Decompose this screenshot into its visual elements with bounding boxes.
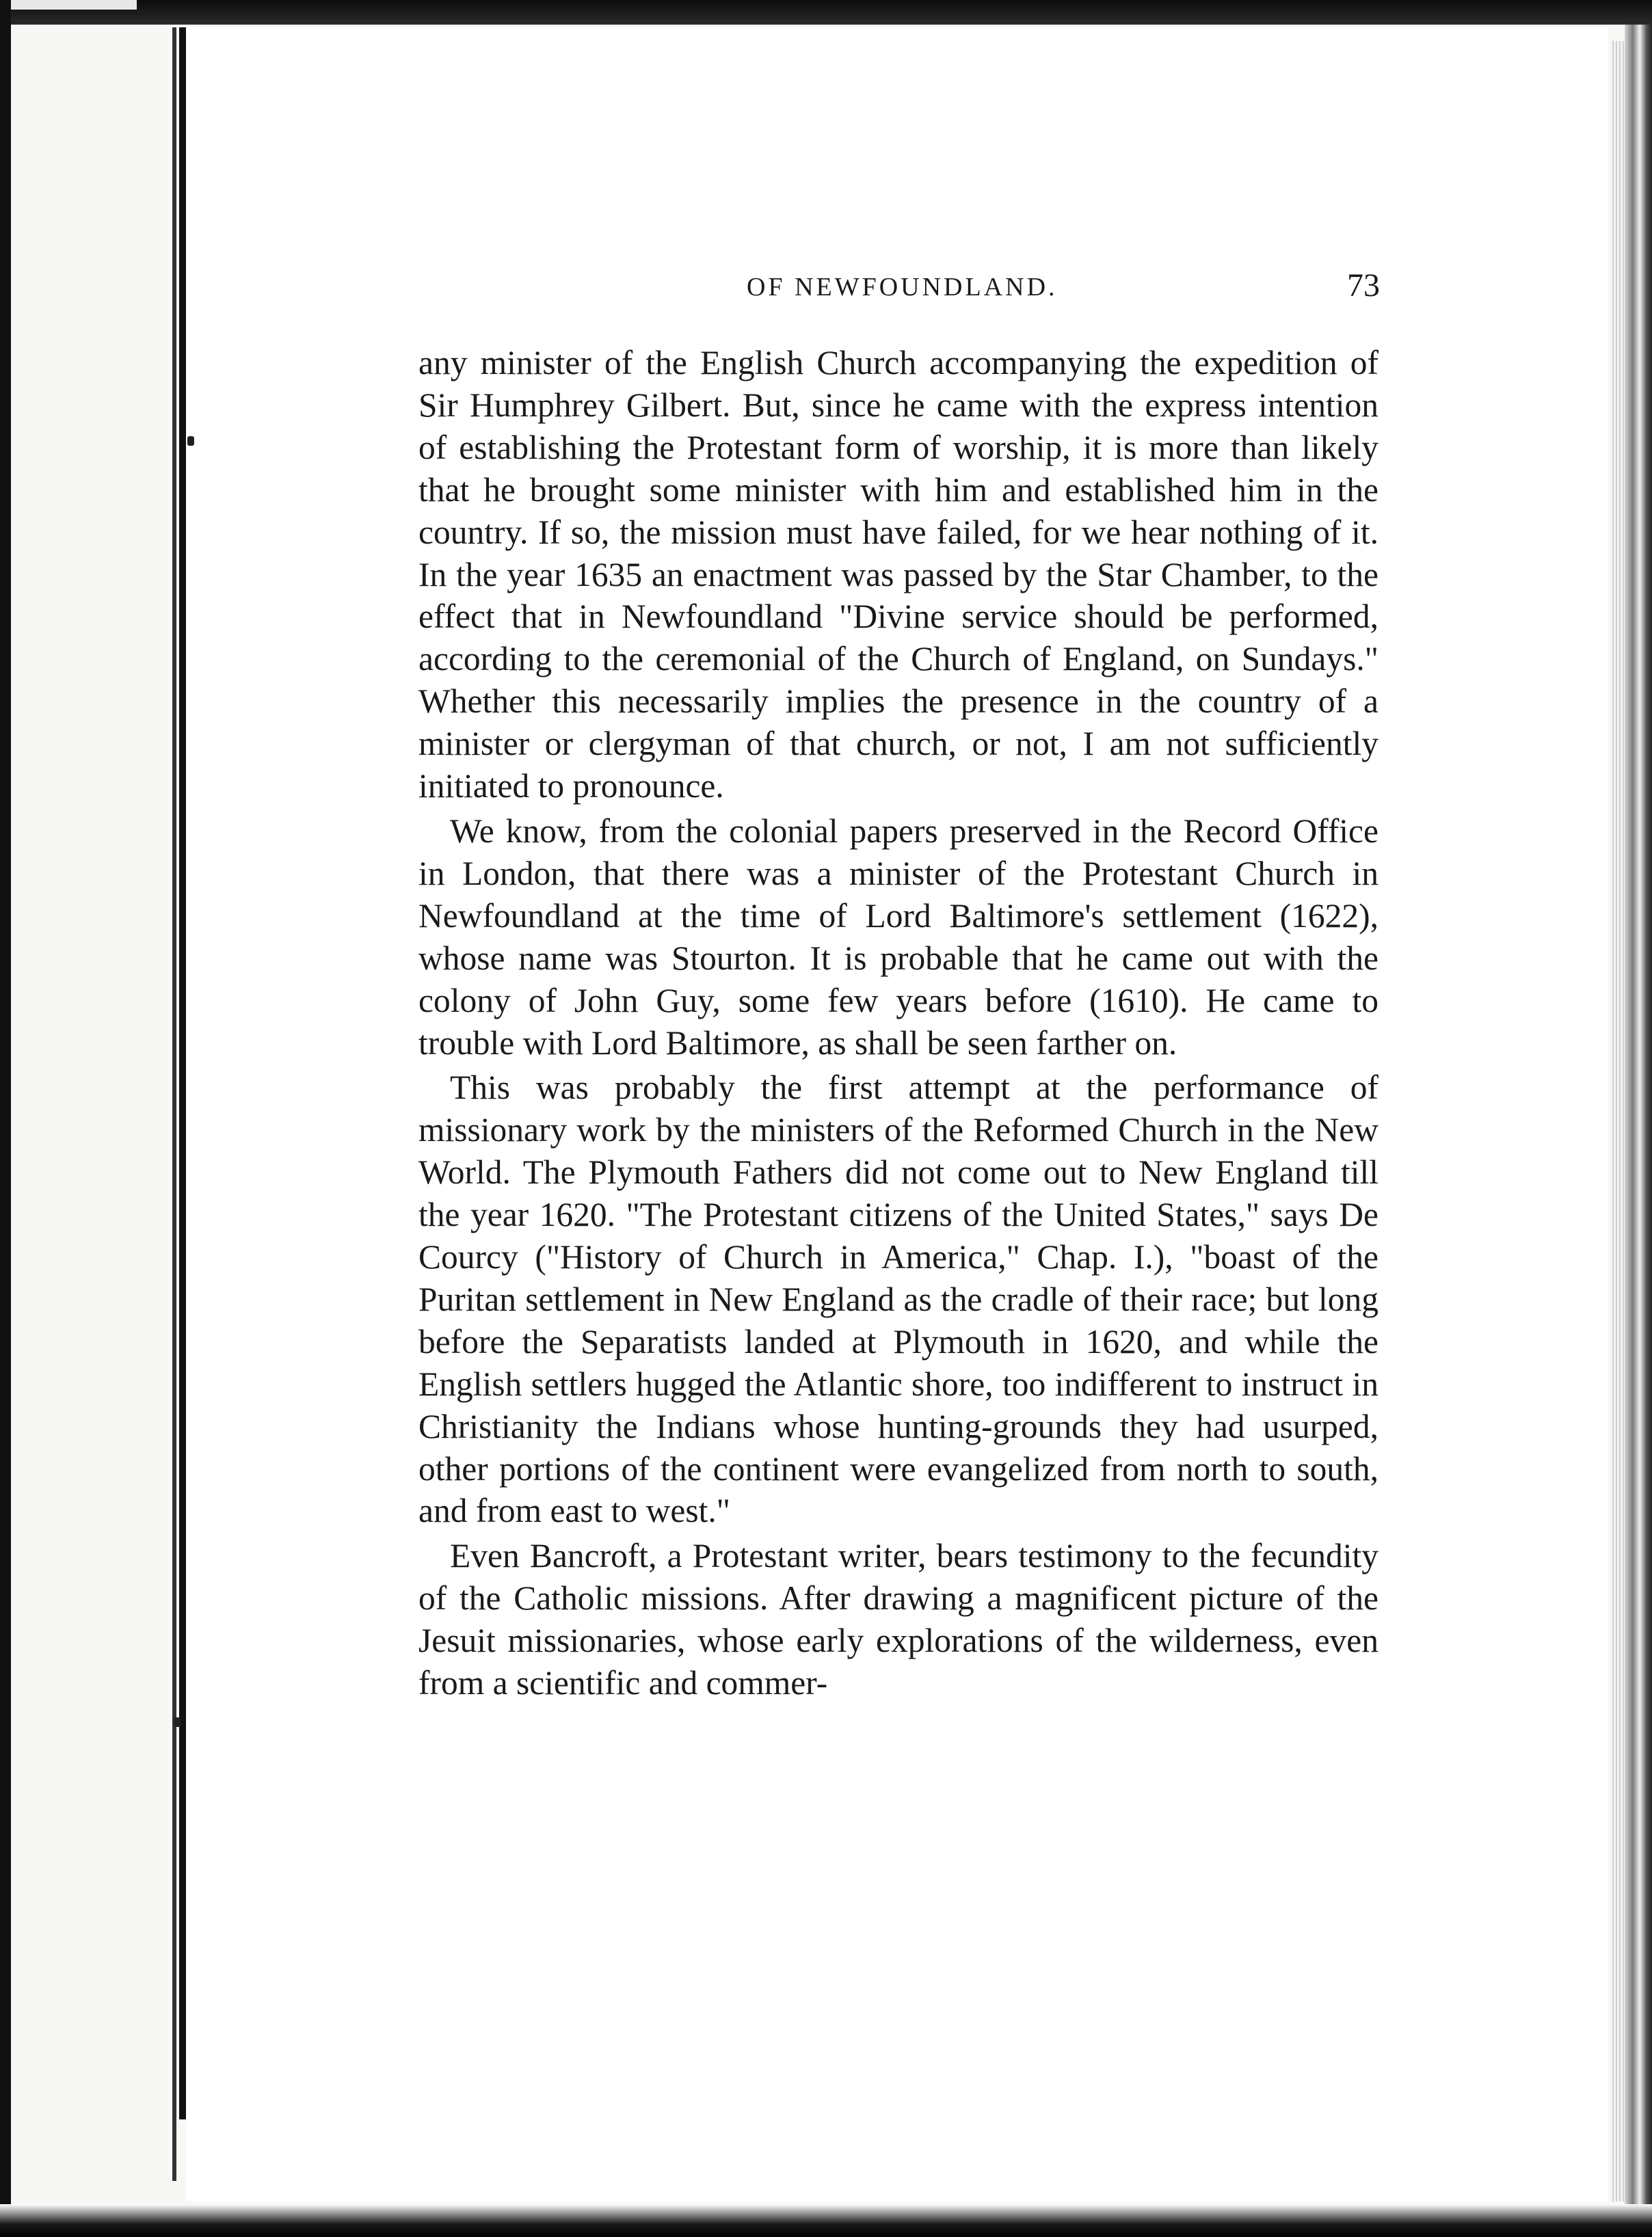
paragraph: This was probably the first attempt at the performance of missionary work by the ministers of the Reformed Church in the New World. The Plymouth Fathers did not come out to New England till the year 1620. "The Protestant citizens of the United States," says De Courcy ("History of Church in America," Chap. I.), "boast of the Puritan settlement in New England as the cradle of their race; but long before the Separatists landed at Plymouth in 1620, and while the English settlers hugged the Atlantic shore, too indifferent to instruct in Christianity the Indians whose hunting-grounds they had usurped, other portions of the continent were evangelized from north to south, and from east to west." [418, 1069, 1378, 1530]
paragraph: We know, from the colonial papers preserved in the Record Office in London, that there was a minister of the Protestant Church in Newfoundland at the time of Lord Baltimore's settlement (1622), whose name was Stourton. It is probable that he came out with the colony of John Guy, some few years before (1610). He came to trouble with Lord Baltimore, as shall be seen farther on. [418, 812, 1378, 1062]
scan-bottom-edge [0, 2204, 1652, 2237]
paragraph: any minister of the English Church accompanying the expedition of Sir Humphrey Gilbert. But, since he came with the express intention of establishing the Protestant form of worship, it is more than likely that he brought some minister with him and established him in the country. If so, the mission must have failed, for we hear nothing of it. In the year 1635 an enactment was passed by the Star Chamber, to the effect that in Newfoundland "Divine service should be performed, according to the ceremonial of the Church of England, on Sundays." Whether this necessarily implies the presence in the country of a minister or clergyman of that church, or not, I am not sufficiently initiated to pronounce. [418, 344, 1378, 805]
paragraph: Even Bancroft, a Protestant writer, bears testimony to the fecundity of the Catholic missions. After drawing a magnificent picture of the Jesuit missionaries, whose early explorations of the wilderness, even from a scientific and commer- [418, 1537, 1378, 1702]
scan-top-edge [0, 0, 1652, 25]
scan-left-edge [0, 0, 11, 2237]
running-head: OF NEWFOUNDLAND. [747, 273, 1058, 302]
book-spine-shadow [172, 27, 176, 2181]
scan-speck [187, 436, 194, 446]
book-spine-line [179, 27, 186, 2119]
page-stack-lines [1612, 41, 1625, 2201]
scan-speck [174, 1717, 181, 1727]
page-number: 73 [1347, 267, 1380, 304]
scan-top-left-highlight [0, 0, 137, 10]
body-text [418, 342, 1378, 1704]
scan-right-edge [1625, 25, 1652, 2212]
